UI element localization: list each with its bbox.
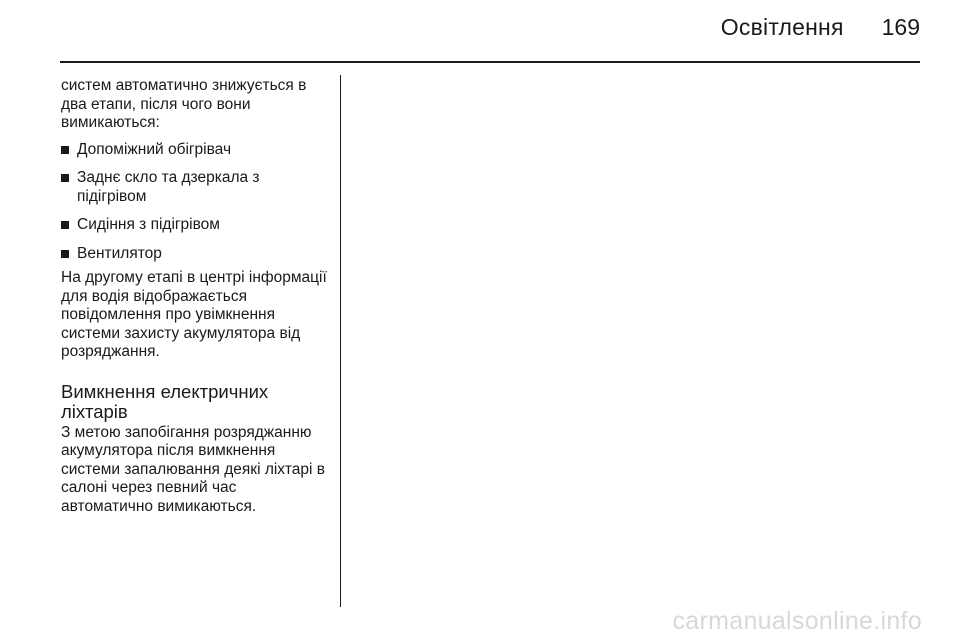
- list-item: [61, 141, 331, 160]
- intro-paragraph: систем автоматично знижується в два етапи, після чого вони вимикаються:: [61, 77, 307, 131]
- list-item: [61, 245, 331, 264]
- list-item-text: Допоміжний обігрівач: [77, 140, 232, 158]
- watermark-text: carmanualsonline.info: [672, 607, 922, 635]
- section-body: З метою запобігання розряджанню акумулятора після вимкнення системи запалювання деякі ліхтарі в салоні через певний час автоматично вимикаються.: [61, 423, 326, 515]
- bullet-list: [61, 141, 331, 264]
- list-item: [61, 216, 331, 235]
- list-item-text: Вентилятор: [77, 244, 162, 262]
- header-divider: [60, 61, 920, 63]
- second-stage-paragraph: На другому етапі в центрі інформації для водія відображається повідомлення про увімкнення системи захисту акумулятора від розряджання.: [61, 269, 327, 360]
- bullet-square-icon: [61, 146, 69, 154]
- left-column: [61, 77, 331, 516]
- column-divider: [340, 75, 341, 607]
- bullet-square-icon: [61, 174, 69, 182]
- list-item: [61, 169, 331, 206]
- list-item-text: Заднє скло та дзеркала з підігрівом: [77, 169, 260, 205]
- page-title: Освітлення: [720, 14, 844, 40]
- list-item-text: Сидіння з підігрівом: [77, 216, 220, 233]
- bullet-square-icon: [61, 250, 69, 258]
- section-heading: Вимкнення електричних ліхтарів: [61, 380, 269, 422]
- page-header: [721, 14, 920, 41]
- page-number: 169: [881, 14, 920, 40]
- bullet-square-icon: [61, 221, 69, 229]
